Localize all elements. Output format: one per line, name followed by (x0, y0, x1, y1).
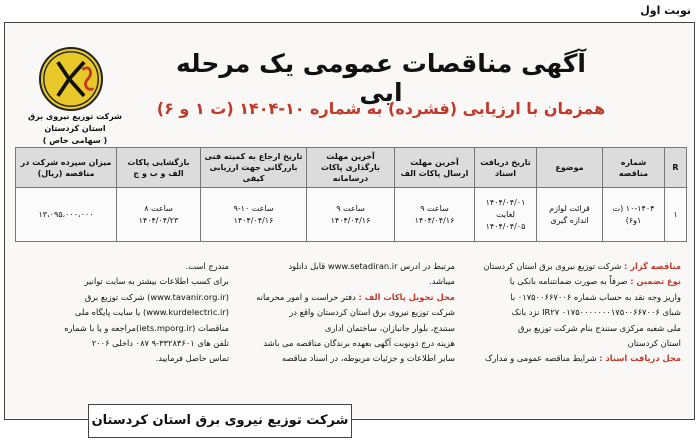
cell-upload-deadline (307, 188, 395, 242)
body-line: نوع تضمین : صرفاً به صورت ضمانتنامه بانکی یا (509, 276, 681, 287)
body-column-2 (239, 259, 455, 395)
committee-time: ساعت ۱۰-۹ (233, 203, 274, 213)
body-line: تلفن های ۳۳۲۸۳۶۰۱-۹ ۰۸۷ داخلی ۲۰۰۶ (91, 338, 229, 349)
body-line: مناقصات (iets.mporg.ir)مراجعه و یا با شماره (64, 322, 229, 333)
body-column-3 (21, 259, 229, 395)
table-row (16, 188, 687, 242)
body-line: برای کسب اطلاعات بیشتر به سایت توانیر (84, 276, 229, 287)
body-line: مناقصه گزار : شرکت توزیع نیروی برق استان کردستان (483, 261, 681, 271)
page-subtitle: همزمان با ارزیابی (فشرده) به شماره ۱۰-۱۴۰۴ (ت ۱ و ۶) (156, 99, 606, 118)
envelope-deadline-time: ساعت ۹ (420, 203, 449, 213)
cell-deposit: ۱۳،۰۹۵،۰۰۰،۰۰۰ (16, 188, 117, 242)
opening-time: ساعت ۸ (144, 203, 173, 213)
col-committee-date: تاریخ ارجاع به کمیته فنی بازرگانی جهت ارزیابی کیفی (201, 148, 307, 188)
cell-r: ۱ (665, 188, 687, 242)
body-line: (www.kurdelectric.ir) یا سایت پایگاه ملی (74, 307, 229, 318)
body-line: محل دریافت اسناد : شرایط مناقصه عمومی و مدارک (485, 353, 681, 364)
body-line: ملی شعبه مرکزی سنندج بنام شرکت توزیع برق (518, 322, 681, 333)
body-line: مرتبط در ادرس www.setadiran.ir قابل دانلود (288, 261, 455, 271)
col-subject: موضوع (537, 148, 603, 188)
body-column-1 (465, 259, 681, 395)
body-line: شبای ۰۱۷۵۰۰۰۰۰۰۰۱۷۵۰۰۶۶۷۰۰۶ IR۲۷ نزد بانک (511, 307, 681, 318)
col-receive-date: تاریخ دریافت اسناد (475, 148, 537, 188)
upload-deadline-date: ۱۴۰۴/۰۴/۱۶ (330, 215, 371, 225)
committee-date: ۱۴۰۴/۰۴/۱۶ (233, 215, 274, 225)
body-line: واریز وجه نقد به حساب شماره ۰۱۷۵۰۰۶۶۷۰۰۶ با (510, 291, 681, 302)
round-label: نوبت اول (640, 4, 691, 17)
cell-committee-date (201, 188, 307, 242)
col-envelope-deadline: آخرین مهلت ارسال پاکات الف (395, 148, 475, 188)
col-opening: بازگشایی پاکات الف و ب و ج (117, 148, 201, 188)
receive-date-from: ۱۴۰۴/۰۴/۰۱ (485, 197, 526, 207)
page-title: آگهی مناقصات عمومی یک مرحله ایی (176, 49, 586, 107)
body-line: مندرج است. (185, 261, 229, 271)
opening-date: ۱۴۰۴/۰۴/۲۳ (138, 215, 179, 225)
col-r: R (665, 148, 687, 188)
upload-deadline-time: ساعت ۹ (336, 203, 365, 213)
receive-date-to: ۱۴۰۴/۰۴/۰۵ (485, 221, 526, 231)
col-number: شماره مناقصه (603, 148, 665, 188)
body-line: هزینه درج دونوبت آگهی بعهده برندگان مناقصه می باشد (263, 338, 455, 349)
col-deposit: میزان سپرده شرکت در مناقصه (ریال) (16, 148, 117, 188)
envelope-deadline-date: ۱۴۰۴/۰۴/۱۶ (414, 215, 455, 225)
cell-receive-date (475, 188, 537, 242)
body-line: میباشد. (429, 276, 455, 287)
org-name-line2: ( سهامی خاص ) (42, 136, 108, 145)
ad-frame (4, 22, 695, 420)
table-header-row (16, 148, 687, 188)
col-upload-deadline: آخرین مهلت بارگذاری پاکات درسامانه (307, 148, 395, 188)
org-name (19, 111, 131, 147)
cell-number: ۱۰-۱۴۰۴ (ت ۱و۶) (603, 188, 665, 242)
receive-date-until: لغایت (496, 209, 515, 219)
cell-opening (117, 188, 201, 242)
body-line: (www.tavanir.org.ir) شرکت توزیع برق (84, 291, 229, 302)
org-name-line1: شرکت توزیع نیروی برق استان کردستان (27, 112, 123, 133)
electric-power-logo-icon (39, 47, 103, 111)
cell-subject: قرائت لوازم اندازه گیری (537, 188, 603, 242)
body-line: محل تحویل پاکات الف : دفتر حراست و امور محرمانه (256, 291, 455, 302)
ad-body (21, 259, 681, 395)
body-line: شرکت توزیع نیروی برق استان کردستان واقع در (289, 307, 455, 318)
cell-envelope-deadline (395, 188, 475, 242)
body-line: تماس حاصل فرمایید. (155, 353, 229, 364)
body-line: سایر اطلاعات و جزئیات مربوطه، در اسناد مناقصه (282, 353, 455, 364)
body-line: سنندج، بلوار جانبازان، ساختمان اداری (325, 322, 455, 333)
footer-org-name: شرکت توزیع نیروی برق استان کردستان (88, 404, 352, 438)
body-line: استان کردستان (627, 338, 681, 349)
tender-table (15, 147, 687, 242)
